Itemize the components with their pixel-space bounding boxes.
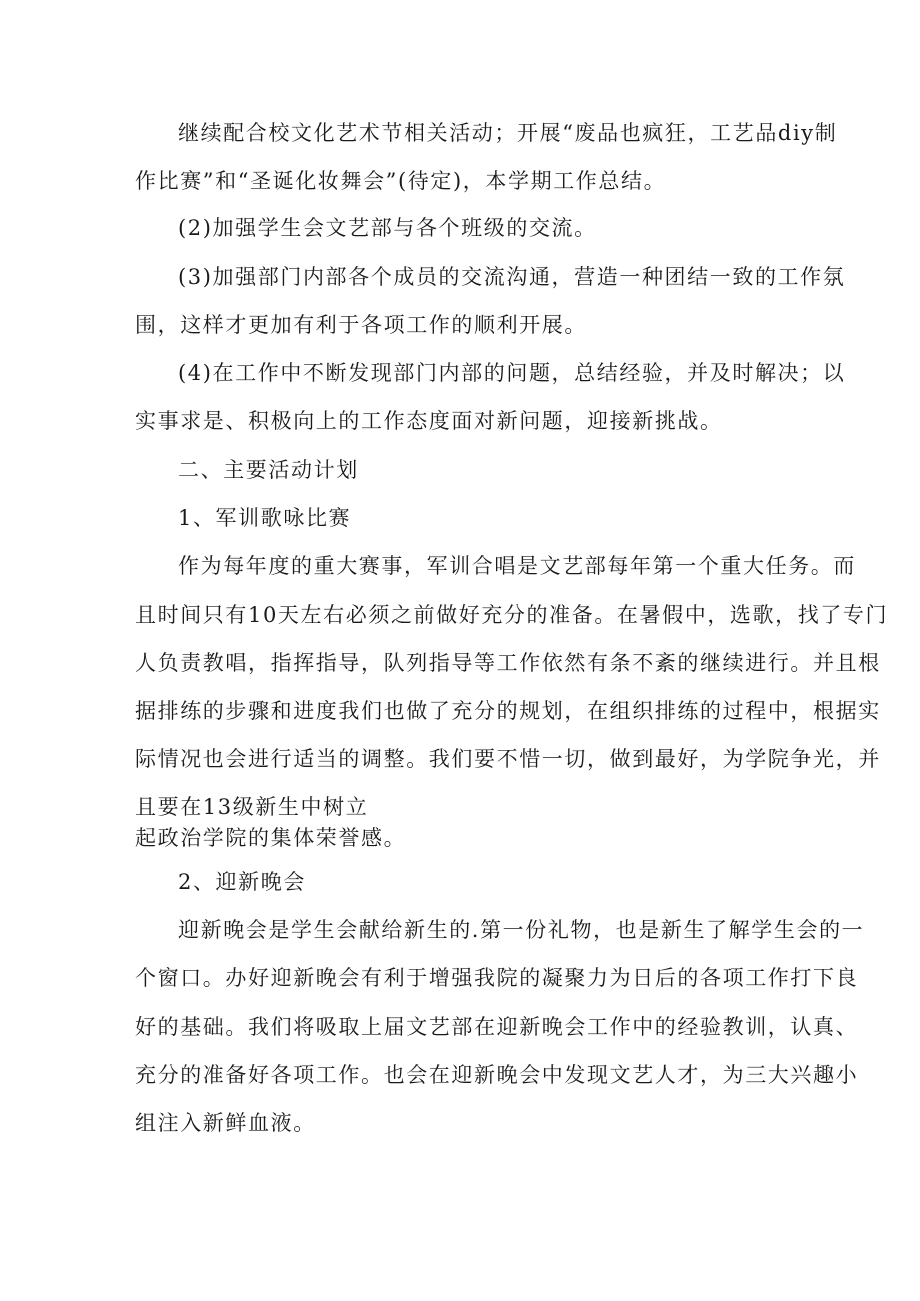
text-line: 且时间只有10天左右必须之前做好充分的准备。在暑假中，选歌，找了专门 [135, 603, 889, 627]
text-line: 个窗口。办好迎新晚会有利于增强我院的凝聚力为日后的各项工作打下良 [135, 966, 859, 990]
text-line: 作比赛”和“圣诞化妆舞会”(待定)，本学期工作总结。 [135, 169, 667, 193]
text-line: 起政治学院的集体荣誉感。 [135, 826, 407, 850]
text-line: 迎新晚会是学生会献给新生的.第一份礼物，也是新生了解学生会的一 [178, 918, 865, 942]
text-line: 据排练的步骤和进度我们也做了充分的规划，在组织排练的过程中，根据实 [135, 699, 881, 723]
text-line: (3)加强部门内部各个成员的交流沟通，营造一种团结一致的工作氛 [178, 265, 846, 289]
text-line: 围，这样才更加有利于各项工作的顺利开展。 [135, 313, 587, 337]
subsection-heading: 1、军训歌咏比赛 [178, 506, 352, 530]
text-line: 充分的准备好各项工作。也会在迎新晚会中发现文艺人才，为三大兴趣小 [135, 1063, 859, 1087]
text-line: (2)加强学生会文艺部与各个班级的交流。 [178, 216, 597, 240]
text-line: (4)在工作中不断发现部门内部的问题，总结经验，并及时解决；以 [178, 361, 846, 385]
section-heading: 二、主要活动计划 [178, 458, 359, 482]
text-line: 人负责教唱，指挥指导，队列指导等工作依然有条不紊的继续进行。并且根 [135, 651, 881, 675]
text-line: 且要在13级新生中树立 [135, 795, 369, 819]
text-line: 际情况也会进行适当的调整。我们要不惜一切，做到最好，为学院争光，并 [135, 747, 881, 771]
text-line: 实事求是、积极向上的工作态度面对新问题，迎接新挑战。 [135, 409, 723, 433]
subsection-heading: 2、迎新晚会 [178, 870, 306, 894]
text-line: 组注入新鲜血液。 [135, 1111, 316, 1135]
text-line: 作为每年度的重大赛事，军训合唱是文艺部每年第一个重大任务。而 [178, 554, 856, 578]
text-line: 继续配合校文化艺术节相关活动；开展“废品也疯狂，工艺品diy制 [178, 121, 838, 145]
text-line: 好的基础。我们将吸取上届文艺部在迎新晚会工作中的经验教训，认真、 [135, 1015, 859, 1039]
